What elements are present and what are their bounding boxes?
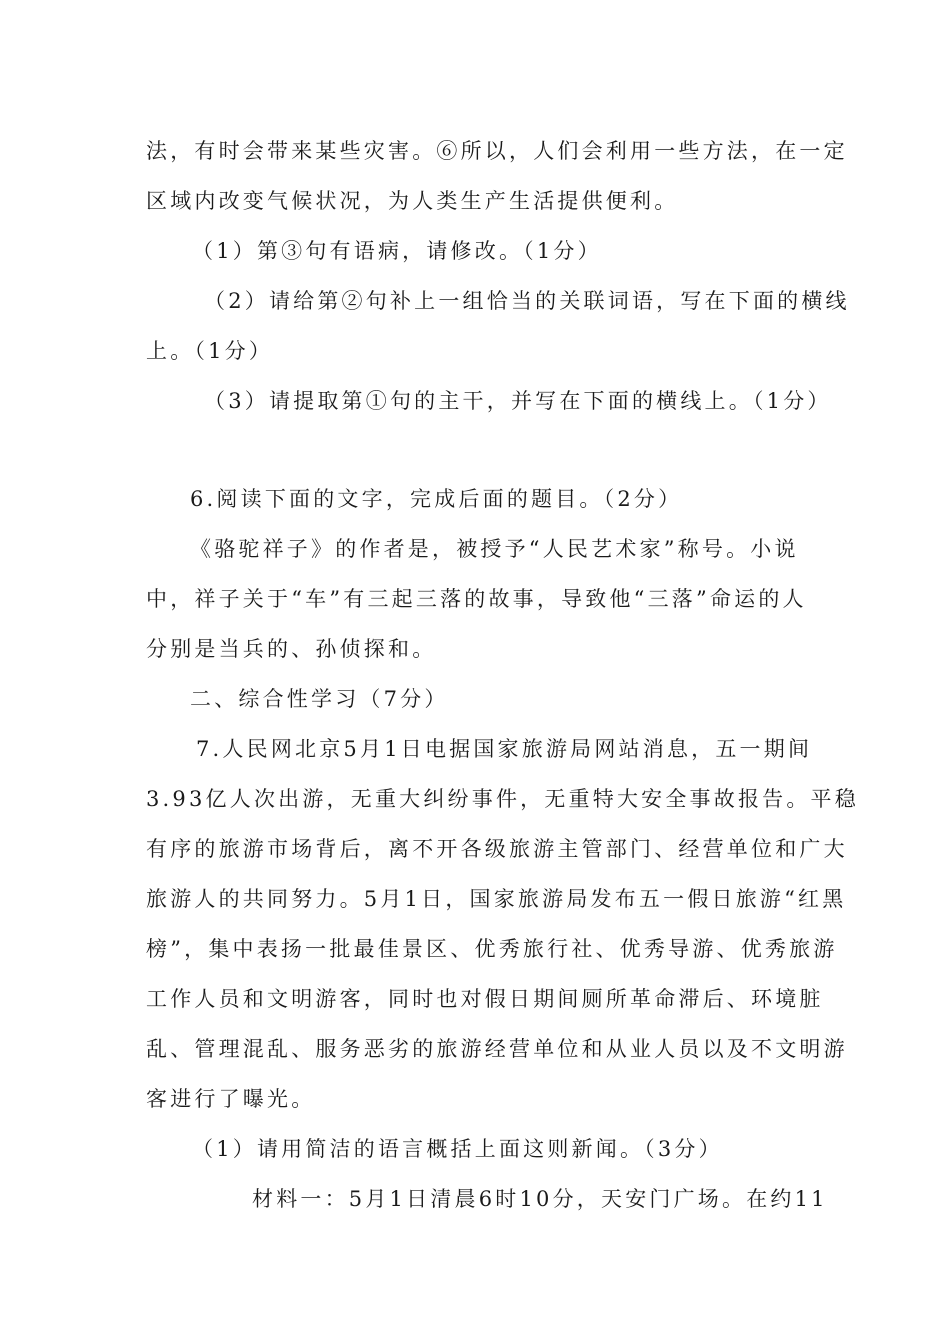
- question-line: （3）请提取第①句的主干，并写在下面的横线上。（1分）: [204, 389, 832, 413]
- text-line: 《骆驼祥子》的作者是，被授予“人民艺术家”称号。小说: [190, 537, 799, 561]
- question-line: （1）第③句有语病，请修改。（1分）: [192, 239, 602, 263]
- text-line: 有序的旅游市场背后，离不开各级旅游主管部门、经营单位和广大: [146, 837, 848, 861]
- text-line: 工作人员和文明游客，同时也对假日期间厕所革命滞后、环境脏: [146, 987, 824, 1011]
- text-line: 上。（1分）: [146, 339, 274, 363]
- text-line: 客进行了曝光。: [146, 1087, 316, 1111]
- text-line: 旅游人的共同努力。5月1日，国家旅游局发布五一假日旅游“红黑: [146, 887, 847, 911]
- text-line: 乱、管理混乱、服务恶劣的旅游经营单位和从业人员以及不文明游: [146, 1037, 848, 1061]
- question-heading: 7.人民网北京5月1日电据国家旅游局网站消息，五一期间: [196, 737, 813, 761]
- question-line: （1）请用简洁的语言概括上面这则新闻。（3分）: [192, 1137, 723, 1161]
- text-line: 中，祥子关于“车”有三起三落的故事，导致他“三落”命运的人: [146, 587, 807, 611]
- section-heading: 二、综合性学习（7分）: [190, 687, 449, 711]
- question-line: （2）请给第②句补上一组恰当的关联词语，写在下面的横线: [204, 289, 850, 313]
- question-heading: 6.阅读下面的文字，完成后面的题目。（2分）: [190, 487, 683, 511]
- text-line: 分别是当兵的、孙侦探和。: [146, 637, 437, 661]
- text-line: 榜”，集中表扬一批最佳景区、优秀旅行社、优秀导游、优秀旅游: [146, 937, 838, 961]
- text-line: 区域内改变气候状况，为人类生产生活提供便利。: [146, 189, 679, 213]
- text-line: 3.93亿人次出游，无重大纠纷事件，无重特大安全事故报告。平稳: [146, 787, 859, 811]
- text-line: 法，有时会带来某些灾害。⑥所以，人们会利用一些方法，在一定: [146, 139, 848, 163]
- text-line: 材料一：5月1日清晨6时10分，天安门广场。在约11: [252, 1187, 828, 1211]
